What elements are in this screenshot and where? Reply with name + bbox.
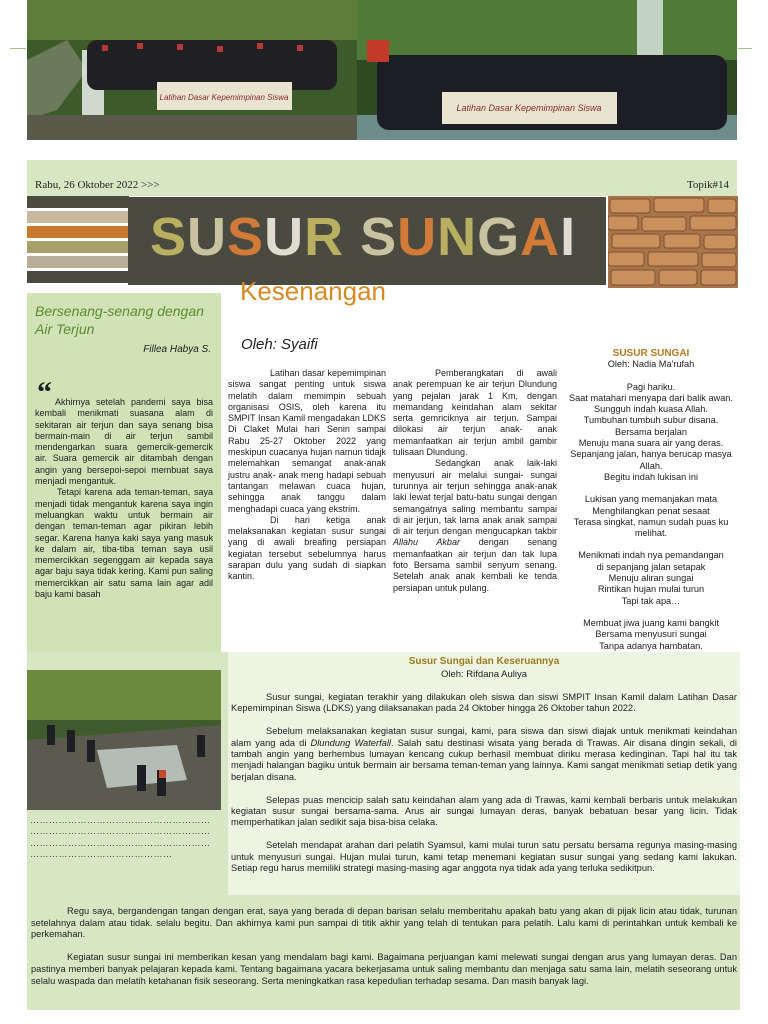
poem-stanza (563, 618, 739, 652)
banner-right-text: Latihan Dasar Kepemimpinan Siswa (456, 103, 602, 113)
stripe (27, 196, 129, 208)
article-paragraph: Regu saya, bergandengan tangan dengan erat, saya yang berada di depan barisan selalu memberitahu apakah batu yang akan di pijak licin atau tidak, turunan setelahnya dalam atau tidak. selalu begitu. Dan akhirnya kami pun sampai di titik akhir yang telah di tentukan para pelatih. Lalu kami di perintahkan untuk kembali ke perkemahan. (31, 906, 737, 940)
dotted-line: ………………………………………………… (30, 837, 211, 848)
title-letter: I (560, 207, 577, 267)
title-letter: S (227, 207, 265, 267)
poem-title: SUSUR SUNGAI (612, 348, 690, 359)
stripe (27, 226, 129, 238)
dotted-line: ………………………………………………… (30, 826, 211, 837)
poem (563, 348, 739, 652)
main-article-byline: Oleh: Syaifi (241, 336, 318, 353)
second-article-author: Oleh: Rifdana Auliya (440, 669, 528, 680)
dotted-line: ………………………………………………… (30, 815, 211, 825)
stripe (27, 271, 129, 283)
river-photo (27, 670, 221, 810)
article-paragraph: Kegiatan susur sungai ini memberikan kesan yang mendalam bagi kami. Bagaimana perjuangan kami melewati sungai dengan arus yang lumayan deras. Dan pastinya memberi banyak pelajaran kepada kami. Tentang bagaimana yacara bekerjasama untuk saling membantu dan menjaga satu sama lain, melatih seseorang untuk selalu waspada dan melatih ketahanan fisik seseorang. Serta meningkatkan rasa kepedulian terhadap sesama. Dan masih banyak lagi. (31, 952, 737, 986)
poem-line: Terasa singkat, namun sudah puas ku melihat. (573, 516, 729, 539)
poem-line: di sepanjang jalan setapak (596, 561, 706, 572)
sidebar-paragraph: Akhirnya setelah pandemi saya bisa kembali menikmati suasana alam di sekitaran air terjun dan saya senang bisa bermain-main di air terjun sambil mendengarkan suara gemercik-gemercik air. Suara gemercik air ditambah dengan angin yang bersepoi-sepoi membuat saya menjadi mengantuk. (35, 397, 213, 487)
text-run: Sebelum melaksanakan kegiatan susur sungai, kami, para siswa dan siswi diajak untuk menikmati keindahan alam yang ada di (231, 726, 737, 748)
title-letter: U (187, 207, 228, 267)
title-letter: S (150, 207, 188, 267)
poem-line: Menghilangkan penat sesaat (592, 505, 710, 516)
banner-left-text: Latihan Dasar Kepemimpinan Siswa (159, 93, 289, 102)
date-bar (27, 160, 737, 196)
main-paragraph (393, 458, 557, 594)
text-run: Sedangkan anak laik-laki menyusuri air melalui sungai- sungai turunnya air terjun sehingga anak-anak laki lewat terjal batu-batu sungai dengan semangatnya saling membantu sampai di air jerjun, tak lama anak anak sampai di air terjun dengan mengucapkan takbir (393, 458, 557, 537)
sidebar-article (27, 293, 221, 655)
article-paragraph: Susur sungai, kegiatan terakhir yang dilakukan oleh siswa dan siswi SMPIT Insan Kamil dalam Latihan Dasar Kepemimpinan Siswa (LDKS) yang dilaksanakan pada 24 Oktober hingga 26 Oktober tahun 2022. (231, 692, 737, 714)
sidebar-article-author: Fillea Habya S. (143, 344, 211, 355)
quote-mark: “ (37, 376, 52, 409)
main-paragraph: Latihan dasar kepemimpinan siswa sangat penting untuk siswa melatih dalam memimpin sebuah organisasi OSIS, oleh karena itu SMPIT Insan Kamil mengadakan LDKS Di Claket Mulai hari Senin sampai Rabu 25-27 Oktober 2022 yang meskipun cuacanya hujan namun tidajk melemahkan semangat anak-anak justru anak- anak meng hadapi sebuah tantangan melawan cuaca hujan, sehingga anak tanggu dalam menghadapi cuaca yang ekstrim. (228, 368, 386, 514)
masthead-title (150, 207, 577, 267)
poem-line: Bersama berjalan (614, 426, 687, 437)
masthead-subtitle: Kesenangan (240, 276, 387, 306)
main-paragraph: Di hari ketiga anak melaksanakan kegiatan susur sungai yang di awali breafing persiapan kegiatan tersebut sebelumnya harus sarapan dulu yang sudah di siapkan kantin. (228, 514, 386, 582)
title-letter: N (437, 207, 478, 267)
poem-stanza (563, 550, 739, 606)
stripe (27, 211, 129, 223)
header-photo-left (27, 0, 357, 140)
title-letter: U (264, 207, 305, 267)
title-letter: U (397, 207, 438, 267)
text-run: . Salah satu destinasi wisata yang berada di Trawas. Air disana dingin sekali, di tambah angin yang berhembus lumayan kencang cukup berhasil membuat diriku merasa kedinginan. Tapi hal itu tak menjadi halangan bagiku untuk bermain air bersama teman-teman yang lainnya. Kami sangat menikmati setiap detik yang berjalan disana. (231, 737, 737, 782)
poem-stanza (563, 494, 739, 539)
poem-line: Bersama menyusuri sungai (595, 629, 707, 640)
decorative-stripes (27, 196, 129, 286)
second-article-title: Susur Sungai dan Keseruannya (408, 656, 560, 667)
main-article-col2 (393, 368, 557, 594)
title-letter: R (304, 207, 345, 267)
stripe (27, 256, 129, 268)
emphasis-waterfall: Dlundung Waterfall (310, 737, 391, 748)
title-letter: A (520, 207, 561, 267)
poem-line: Begitu indah lukisan ini (604, 471, 698, 482)
poem-line: Pagi hariku. (626, 381, 676, 392)
poem-line: Menuju aliran sungai (608, 573, 694, 584)
main-paragraph: Pemberangkatan di awali anak perempuan ke air terjun Dlundung yang pejalan jarak 1 Km, dengan memandang keindahan alam sekitar serta gemriciknya air terjun. Sampai dilokasi air terjun anak- anak memanfaatkan air terjun ambil gambir tulisaan Dlundung. (393, 368, 557, 458)
poem-line: Menuju mana suara air yang deras. (578, 438, 724, 449)
dotted-lines (30, 815, 220, 861)
poem-line: Membuat jiwa juang kami bangkit (583, 617, 719, 628)
header-rule (10, 48, 26, 49)
stone-texture-image (608, 196, 738, 288)
stripe (27, 241, 129, 253)
poem-line: Saat matahari menyapa dari balik awan. (569, 392, 733, 403)
dotted-line: ……………………………………… (30, 849, 173, 860)
article-paragraph: Selepas puas mencicip salah satu keindahan alam yang ada di Trawas, kami kembali berbaris untuk melakukan kegiatan susur sungai bersama-sama. Arus air sungai lumayan deras, banyak bebatuan besar yang licin. Tidak memperhatikan jalan sedikit saja bisa-bisa celaka. (231, 794, 737, 828)
poem-line: Tanpa adanya hambatan. (599, 640, 703, 651)
poem-author: Oleh: Nadia Ma'rufah (607, 359, 695, 370)
second-article-continued (31, 906, 737, 999)
poem-stanza (563, 382, 739, 484)
title-letter: G (477, 207, 521, 267)
sidebar-article-title: Bersenang-senang dengan Air Terjun (35, 303, 204, 337)
article-paragraph: Setelah mendapat arahan dari pelatih Syamsul, kami mulai turun satu persatu bersama regunya masing-masing untuk menyusuri sungai. Hujan mulai turun, kami tetap menemani kegiatan susur sungai yang sedang kami lakukan. Setiap regu harus memiliki strategi masing-masing agar anggota nya tidak ada yang terluka sedikitpun. (231, 840, 737, 874)
poem-line: Lukisan yang memanjakan mata (584, 494, 718, 505)
title-letter: S (360, 207, 398, 267)
sidebar-paragraph: Tetapi karena ada teman-teman, saya menjadi tidak mengantuk karena saya ingin meluangkan waktu untuk bermain air dengan teman-teman agar pikiran lebih segar. Karena hanya kaki saya yang masuk ke dalam air, tiba-tiba teman saya usil memercikkan segenggam air kepada saya agar baju saya tidak kering. Kami pun saling memercikkan air satu sama lain agar adil baju kami basah (35, 487, 213, 600)
poem-line: Tumbuhan tumbuh subur disana. (583, 415, 719, 426)
poem-line: Sepanjang jalan, hanya berucap masya Allah. (570, 449, 732, 471)
poem-line: Tapi tak apa… (621, 595, 681, 606)
header-rule-right (738, 48, 752, 49)
poem-stanzas (563, 382, 739, 652)
article-paragraph (231, 726, 737, 783)
poem-line: Sungguh indah kuasa Allah. (594, 404, 708, 415)
sidebar-article-body (35, 397, 213, 600)
topic-number: Topik#14 (686, 179, 729, 191)
poem-line: Rintikan hujan mulai turun (597, 584, 705, 595)
second-article-body (231, 692, 737, 886)
header-photo-right (357, 0, 737, 140)
main-article-col1 (228, 368, 386, 583)
emphasis-takbir: Allahu Akbar (393, 537, 460, 548)
issue-date: Rabu, 26 Oktober 2022 >>> (35, 179, 160, 191)
title-letter (344, 207, 360, 267)
text-run: dengan senang memanfaatkan air terjun dan tak lupa foto Bersama sambil senyum senang. Setelah anak anak kembali ke tenda persiapan untuk pulang. (393, 537, 558, 593)
poem-line: Menikmati indah nya pemandangan (578, 550, 724, 561)
